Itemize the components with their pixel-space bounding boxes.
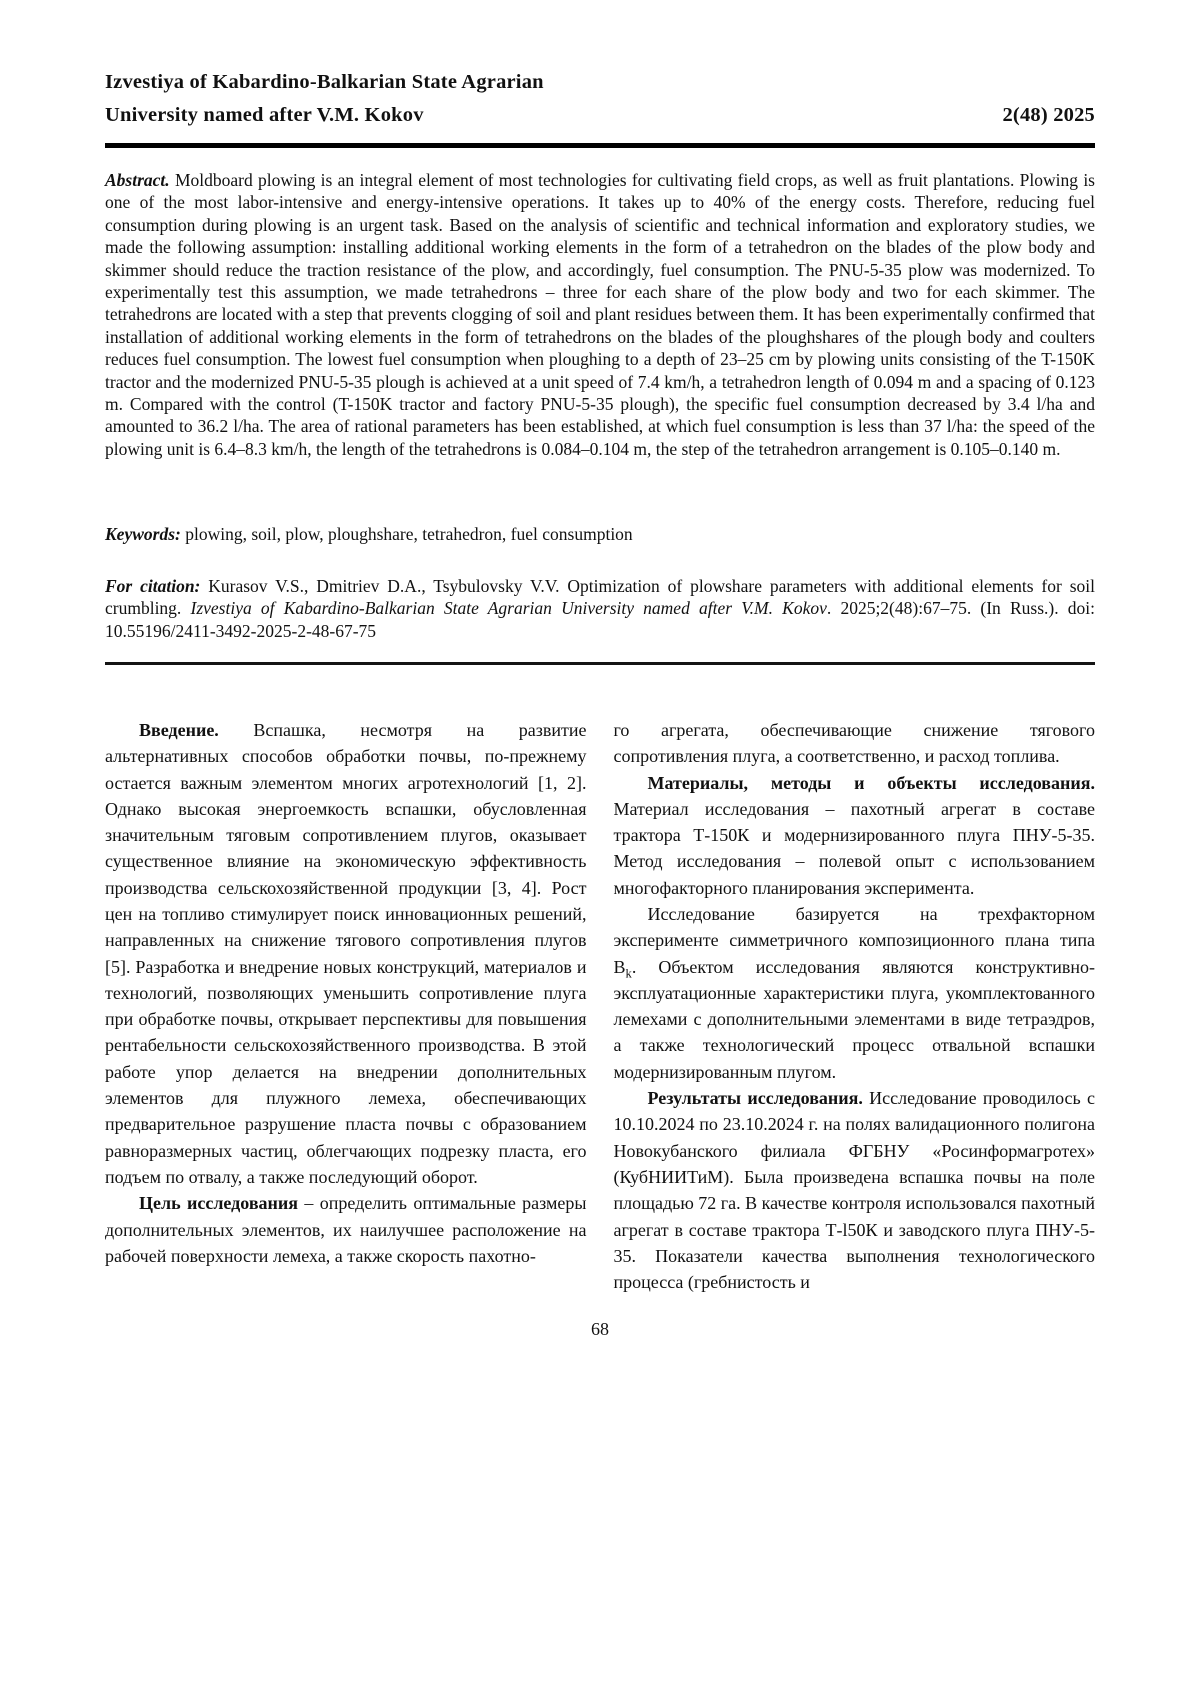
text-segment: Kurasov V.S., Dmitriev D.A., Tsybulovsky V.V. Optimization of plowshare parameters with additional elements for soil crumbling. <box>105 575 1095 619</box>
paragraph <box>105 1190 587 1269</box>
article-body <box>105 717 1095 1296</box>
abstract-paragraph <box>105 169 1095 460</box>
section-divider <box>105 662 1095 665</box>
text-segment: Исследование базируется на трехфакторном эксперименте симметричного композиционного плана типа B <box>613 903 1095 977</box>
right-column <box>614 717 1096 1296</box>
text-segment: Вспашка, несмотря на развитие альтернативных способов обработки почвы, по-прежнему остается важным элементом многих агротехнологий [1, 2]. Однако высокая энергоемкость вспашки, обусловленная значительным тяговым сопротивлением плугов, оказывает существенное влияние на экономическую эффективность производства сельскохозяйственной продукции [3, 4]. Рост цен на топливо стимулирует поиск инновационных решений, направленных на снижение тягового сопротивления плугов [5]. Разработка и внедрение новых конструкций, материалов и технологий, позволяющих уменьшить сопротивление плуга при обработке почвы, открывает перспективы для повышения рентабельности сельскохозяйственного производства. В этой работе упор делается на внедрении дополнительных элементов для плужного лемеха, обеспечивающих предварительное разрушение пласта почвы с образованием равноразмерных частиц, облегчающих подрезку пласта, его подъем по отвалу, а также последующий оборот. <box>105 719 587 1187</box>
paragraph <box>614 901 1096 1085</box>
text-segment: Цель исследования <box>139 1193 299 1214</box>
text-segment: Izvestiya of Kabardino-Balkarian State Agrarian University named after V.M. Kokov <box>190 598 827 619</box>
text-segment: Moldboard plowing is an integral element of most technologies for cultivating field crops, as well as fruit plantations. Plowing is one of the most labor-intensive and energy-intensive operations. It takes up to 40% of the energy costs. Therefore, reducing fuel consumption during plowing is an urgent task. Based on the analysis of scientific and technical information and exploratory studies, we made the following assumption: installing additional working elements in the form of a tetrahedron on the blades of the plow body and skimmer should reduce the traction resistance of the plow, and accordingly, fuel consumption. The PNU-5-35 plow was modernized. To experimentally test this assumption, we made tetrahedrons – three for each share of the plow body and two for each skimmer. The tetrahedrons are located with a step that prevents clogging of soil and plant residues between them. It has been experimentally confirmed that installation of additional working elements in the form of tetrahedrons on the blades of the ploughshares of the plough body and coulters reduces fuel consumption. The lowest fuel consumption when ploughing to a depth of 23–25 cm by plowing units consisting of the T-150K tractor and the modernized PNU-5-35 plough is achieved at a unit speed of 7.4 km/h, a tetrahedron length of 0.094 m and a spacing of 0.123 m. Compared with the control (T-150K tractor and factory PNU-5-35 plough), the specific fuel consumption decreased by 3.4 l/ha and amounted to 36.2 l/ha. The area of rational parameters has been established, at which fuel consumption is less than 37 l/ha: the speed of the plowing unit is 6.4–8.3 km/h, the length of the tetrahedrons is 0.084–0.104 m, the step of the tetrahedron arrangement is 0.105–0.140 m. <box>105 170 1095 459</box>
journal-title-line2: University named after V.M. Kokov <box>105 104 424 126</box>
text-segment: Материал исследования – пахотный агрегат в составе трактора Т-150К и модернизированного плуга ПНУ-5-35. Метод исследования – полевой опыт с использованием многофакторного планирования эксперимента. <box>613 798 1095 898</box>
text-segment: го агрегата, обеспечивающие снижение тягового сопротивления плуга, а соответственно, и расход топлива. <box>613 719 1095 767</box>
front-matter <box>105 169 1095 642</box>
keywords-paragraph <box>105 523 1095 545</box>
text-segment: Введение. <box>139 719 219 740</box>
paragraph <box>614 770 1096 901</box>
journal-header <box>105 66 1095 132</box>
text-segment: Материалы, методы и объекты исследования. <box>647 772 1095 793</box>
text-segment: Abstract. <box>105 170 170 190</box>
text-segment: k <box>625 966 632 981</box>
left-column <box>105 717 587 1296</box>
text-segment: Исследование проводилось с 10.10.2024 по 23.10.2024 г. на полях валидационного полигона Новокубанского филиала ФГБНУ «Росинформагротех» (КубНИИТиМ). Была произведена вспашка почвы на поле площадью 72 га. В качестве контроля использовался пахотный агрегат в составе трактора Т-l50К и заводского плуга ПНУ-5-35. Показатели качества выполнения технологического процесса (гребнистость и <box>613 1088 1095 1293</box>
paragraph <box>614 1085 1096 1295</box>
page-number: 68 <box>591 1319 609 1340</box>
header-rule <box>105 143 1095 148</box>
text-segment: . 2025;2(48):67–75. (In Russ.). doi: 10.55196/2411-3492-2025-2-48-67-75 <box>105 598 1095 641</box>
text-segment: Результаты исследования. <box>647 1088 863 1109</box>
text-segment: Keywords: <box>105 524 181 545</box>
citation-paragraph <box>105 575 1095 642</box>
journal-title-line1: Izvestiya of Kabardino-Balkarian State Agrarian <box>105 71 544 93</box>
issue-number: 2(48) 2025 <box>1002 104 1095 126</box>
text-segment: plowing, soil, plow, ploughshare, tetrahedron, fuel consumption <box>180 524 633 545</box>
paragraph <box>105 717 587 1190</box>
text-segment: For citation: <box>105 575 201 596</box>
text-segment: . Объектом исследования являются конструктивно-эксплуатационные характеристики плуга, укомплектованного лемехами с дополнительными элементами в виде тетраэдров, а также технологический процесс отвальной вспашки модернизированным плугом. <box>613 956 1095 1082</box>
paragraph <box>614 717 1096 770</box>
text-segment: – определить оптимальные размеры дополнительных элементов, их наилучшее расположение на рабочей поверхности лемеха, а также скорость пахотно- <box>105 1193 587 1266</box>
